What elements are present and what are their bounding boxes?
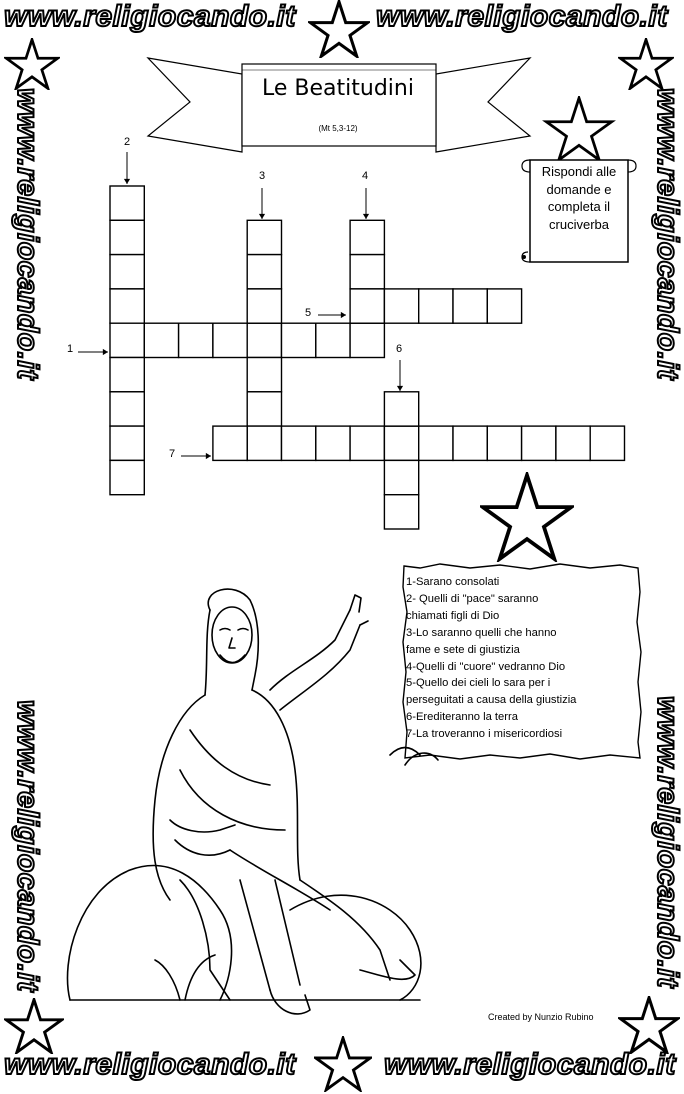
watermark-left-upper: www.religiocando.it [11, 88, 44, 380]
crossword-cell[interactable] [316, 426, 350, 460]
bible-reference: (Mt 5,3-12) [318, 124, 358, 133]
instruction-line: completa il [547, 199, 611, 215]
instruction-line: cruciverba [549, 216, 609, 232]
crossword-cell[interactable] [350, 220, 384, 254]
crossword-cell[interactable] [247, 220, 281, 254]
crossword-cell[interactable] [110, 220, 144, 254]
crossword-cell[interactable] [110, 255, 144, 289]
crossword-cell[interactable] [144, 323, 178, 357]
clue-number-7: 7 [169, 448, 176, 460]
clue-item: 6-Erediteranno la terra [406, 711, 518, 724]
crossword-cell[interactable] [590, 426, 624, 460]
crossword-cell[interactable] [384, 289, 418, 323]
credit-text: Created by Nunzio Rubino [488, 1012, 594, 1022]
crossword-cell[interactable] [179, 323, 213, 357]
crossword-cell[interactable] [282, 323, 316, 357]
crossword-cell[interactable] [110, 289, 144, 323]
crossword-cell[interactable] [247, 426, 281, 460]
arrowhead-icon [206, 453, 211, 459]
clue-item: 1-Sarano consolati [406, 576, 500, 588]
crossword-cell[interactable] [110, 426, 144, 460]
arrowhead-icon [124, 179, 130, 184]
arrowhead-icon [341, 312, 346, 318]
arrowhead-icon [397, 386, 403, 391]
crossword-cell[interactable] [453, 426, 487, 460]
clue-number-6: 6 [396, 343, 403, 355]
crossword-cell[interactable] [419, 289, 453, 323]
clue-number-2: 2 [124, 136, 131, 148]
clue-item: 4-Quelli di "cuore" vedranno Dio [406, 660, 566, 673]
arrowhead-icon [259, 214, 265, 219]
crossword-cell[interactable] [110, 358, 144, 392]
crossword-cell[interactable] [110, 323, 144, 357]
clue-item: fame e sete di giustizia [406, 643, 520, 656]
crossword-cell[interactable] [247, 358, 281, 392]
crossword-cell[interactable] [213, 323, 247, 357]
crossword-cell[interactable] [419, 426, 453, 460]
clue-item: 5-Quello dei cieli lo sara per i [406, 677, 551, 690]
watermark-top-right: www.religiocando.it [376, 0, 668, 33]
crossword-cell[interactable] [487, 289, 521, 323]
crossword-cell[interactable] [247, 392, 281, 426]
crossword-cell[interactable] [282, 426, 316, 460]
crossword-cell[interactable] [487, 426, 521, 460]
clue-number-4: 4 [362, 170, 369, 182]
crossword-cell[interactable] [350, 323, 384, 357]
clue-item: chiamati figli di Dio [406, 609, 500, 622]
crossword-cell[interactable] [384, 392, 418, 426]
crossword-cell[interactable] [384, 426, 418, 460]
jesus-illustration [60, 580, 480, 1040]
crossword-cell[interactable] [384, 495, 418, 529]
clue-number-5: 5 [305, 307, 312, 319]
crossword-cell[interactable] [213, 426, 247, 460]
arrowhead-icon [363, 214, 369, 219]
crossword-cell[interactable] [350, 426, 384, 460]
page-title: Le Beatitudini [262, 76, 414, 101]
clue-item: perseguitati a causa della giustizia [406, 694, 577, 707]
crossword-cell[interactable] [316, 323, 350, 357]
arrowhead-icon [103, 349, 108, 355]
instruction-line: Rispondi alle [541, 164, 617, 179]
clue-number-3: 3 [259, 170, 266, 182]
crossword-cell[interactable] [247, 255, 281, 289]
watermark-bottom-right: www.religiocando.it [384, 1048, 676, 1081]
watermark-bottom-left: www.religiocando.it [4, 1048, 296, 1081]
crossword-cell[interactable] [247, 323, 281, 357]
clue-item: 2- Quelli di "pace" saranno [406, 592, 539, 605]
watermark-right-upper: www.religiocando.it [651, 88, 684, 380]
crossword-cell[interactable] [110, 460, 144, 494]
clue-number-1: 1 [67, 343, 74, 355]
watermark-right-lower: www.religiocando.it [651, 696, 684, 988]
crossword-cell[interactable] [247, 289, 281, 323]
crossword-cell[interactable] [110, 392, 144, 426]
crossword-cell[interactable] [522, 426, 556, 460]
crossword-cell[interactable] [350, 255, 384, 289]
instruction-line: domande e [546, 181, 612, 197]
crossword-cell[interactable] [110, 186, 144, 220]
clue-item: 7-La troveranno i misericordiosi [406, 728, 563, 741]
watermark-top-left: www.religiocando.it [4, 0, 296, 33]
crossword-cell[interactable] [453, 289, 487, 323]
clue-item: 3-Lo saranno quelli che hanno [406, 626, 557, 639]
watermark-left-lower: www.religiocando.it [11, 700, 44, 992]
crossword-cell[interactable] [384, 460, 418, 494]
crossword-cell[interactable] [350, 289, 384, 323]
crossword-cell[interactable] [556, 426, 590, 460]
